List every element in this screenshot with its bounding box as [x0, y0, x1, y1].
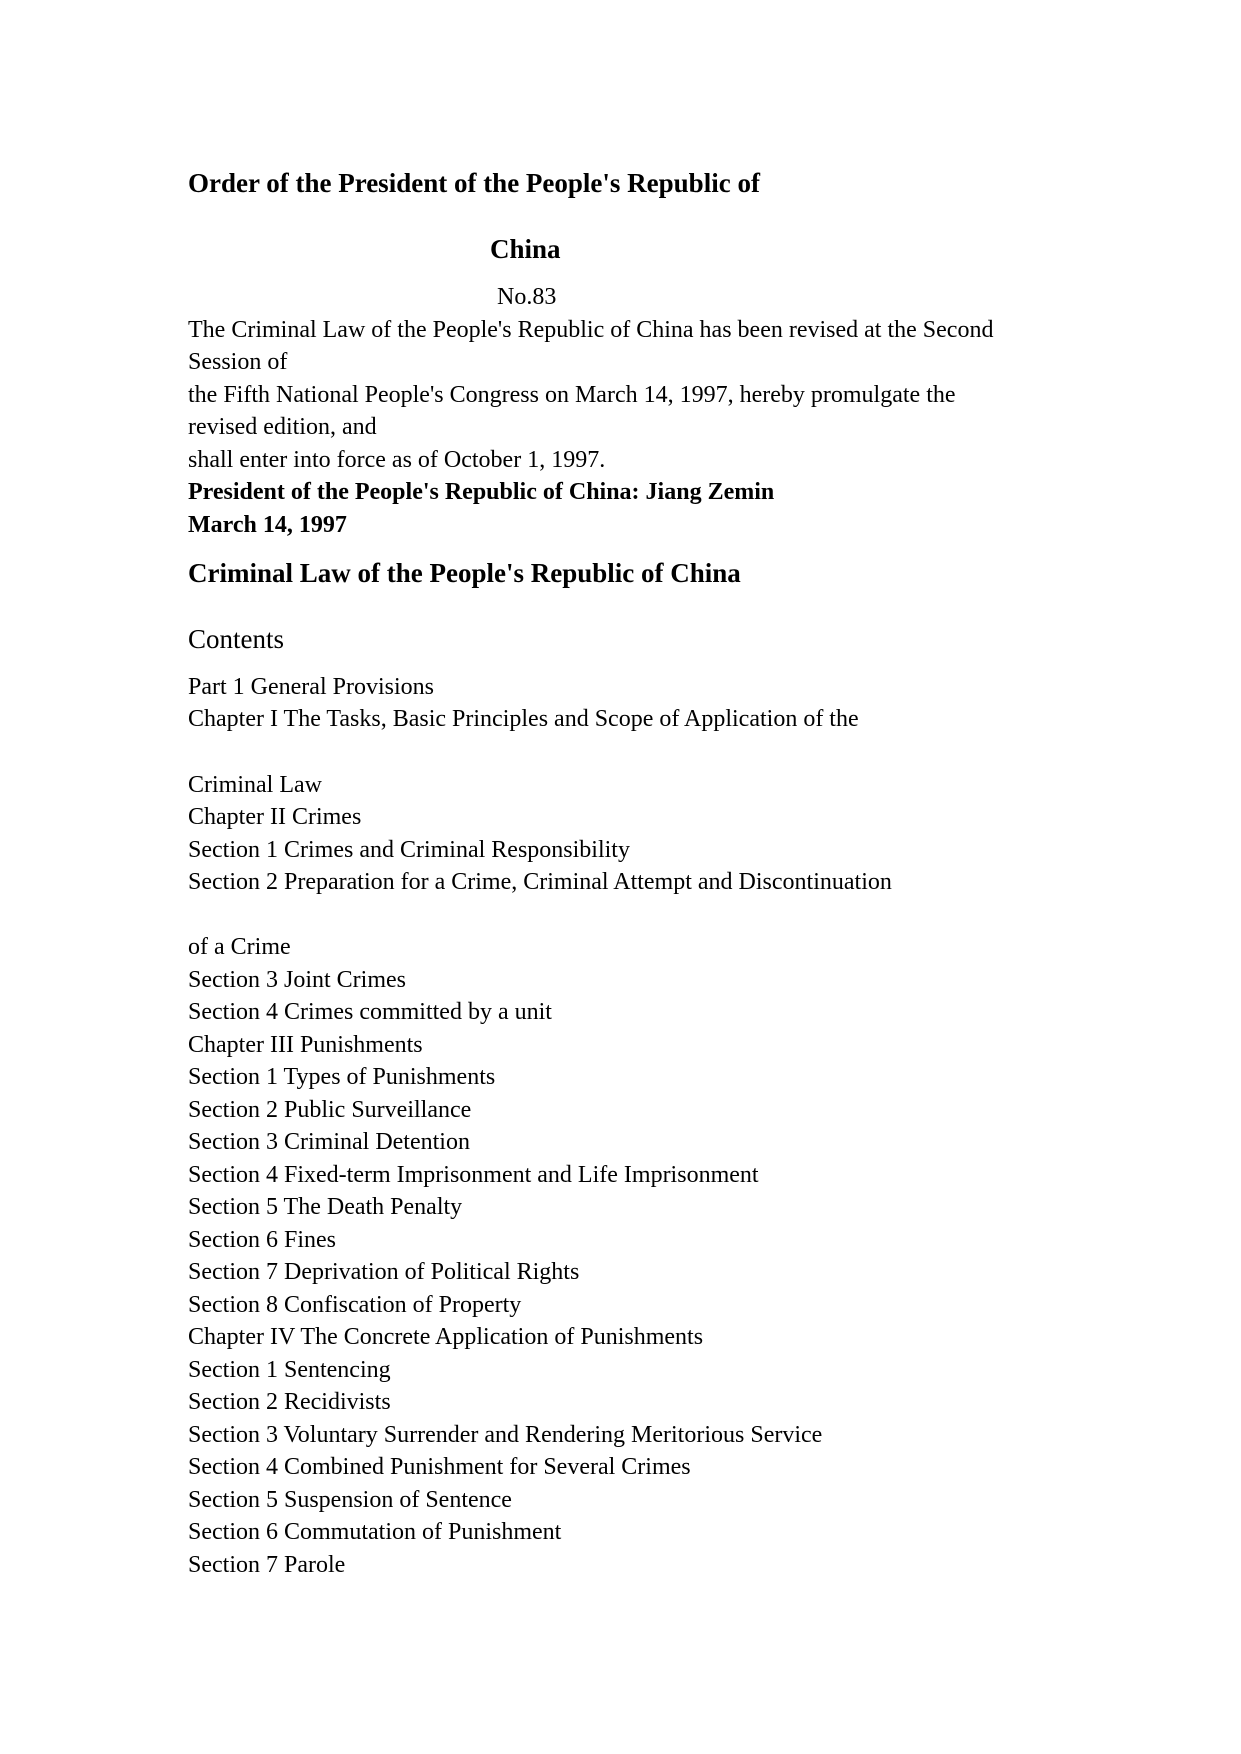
toc-entry: Chapter IV The Concrete Application of Punishments: [188, 1324, 704, 1350]
contents-heading: Contents: [188, 624, 285, 654]
toc-entry: Section 4 Crimes committed by a unit: [188, 999, 552, 1025]
toc-entry: of a Crime: [188, 934, 291, 960]
toc-entry: Section 1 Types of Punishments: [188, 1064, 496, 1090]
order-body-line: Session of: [188, 349, 288, 375]
toc-entry: Section 4 Combined Punishment for Several Crimes: [188, 1454, 691, 1480]
toc-entry: Section 6 Fines: [188, 1227, 336, 1253]
toc-entry: Chapter II Crimes: [188, 804, 362, 830]
toc-entry: Section 2 Preparation for a Crime, Criminal Attempt and Discontinuation: [188, 869, 892, 895]
toc-entry: Section 3 Joint Crimes: [188, 967, 406, 993]
toc-entry: Section 5 The Death Penalty: [188, 1194, 463, 1220]
toc-entry: Section 5 Suspension of Sentence: [188, 1487, 512, 1513]
order-body-line: shall enter into force as of October 1, 1997.: [188, 447, 606, 473]
order-title-line2: China: [490, 234, 561, 264]
toc-entry: Section 3 Voluntary Surrender and Rendering Meritorious Service: [188, 1422, 823, 1448]
toc-entry: Section 1 Crimes and Criminal Responsibility: [188, 837, 630, 863]
order-body-line: The Criminal Law of the People's Republic of China has been revised at the Second: [188, 317, 994, 343]
order-date: March 14, 1997: [188, 512, 347, 538]
toc-entry: Section 8 Confiscation of Property: [188, 1292, 522, 1318]
toc-entry: Section 1 Sentencing: [188, 1357, 391, 1383]
toc-entry: Chapter I The Tasks, Basic Principles and Scope of Application of the: [188, 706, 859, 732]
order-body-line: revised edition, and: [188, 414, 377, 440]
toc-entry: Section 2 Public Surveillance: [188, 1097, 472, 1123]
toc-entry: Section 2 Recidivists: [188, 1389, 391, 1415]
toc-entry: Chapter III Punishments: [188, 1032, 423, 1058]
toc-entry: Section 7 Parole: [188, 1552, 346, 1578]
toc-entry: Section 4 Fixed-term Imprisonment and Life Imprisonment: [188, 1162, 759, 1188]
toc-entry: Part 1 General Provisions: [188, 674, 434, 700]
order-body-line: the Fifth National People's Congress on March 14, 1997, hereby promulgate the: [188, 382, 956, 408]
toc-entry: Section 3 Criminal Detention: [188, 1129, 470, 1155]
toc-entry: Section 7 Deprivation of Political Rights: [188, 1259, 580, 1285]
law-title: Criminal Law of the People's Republic of China: [188, 558, 741, 588]
toc-entry: Criminal Law: [188, 772, 322, 798]
toc-entry: Section 6 Commutation of Punishment: [188, 1519, 562, 1545]
order-title-line1: Order of the President of the People's Republic of: [188, 168, 760, 198]
order-number: No.83: [497, 284, 557, 310]
order-signature: President of the People's Republic of China: Jiang Zemin: [188, 479, 775, 505]
